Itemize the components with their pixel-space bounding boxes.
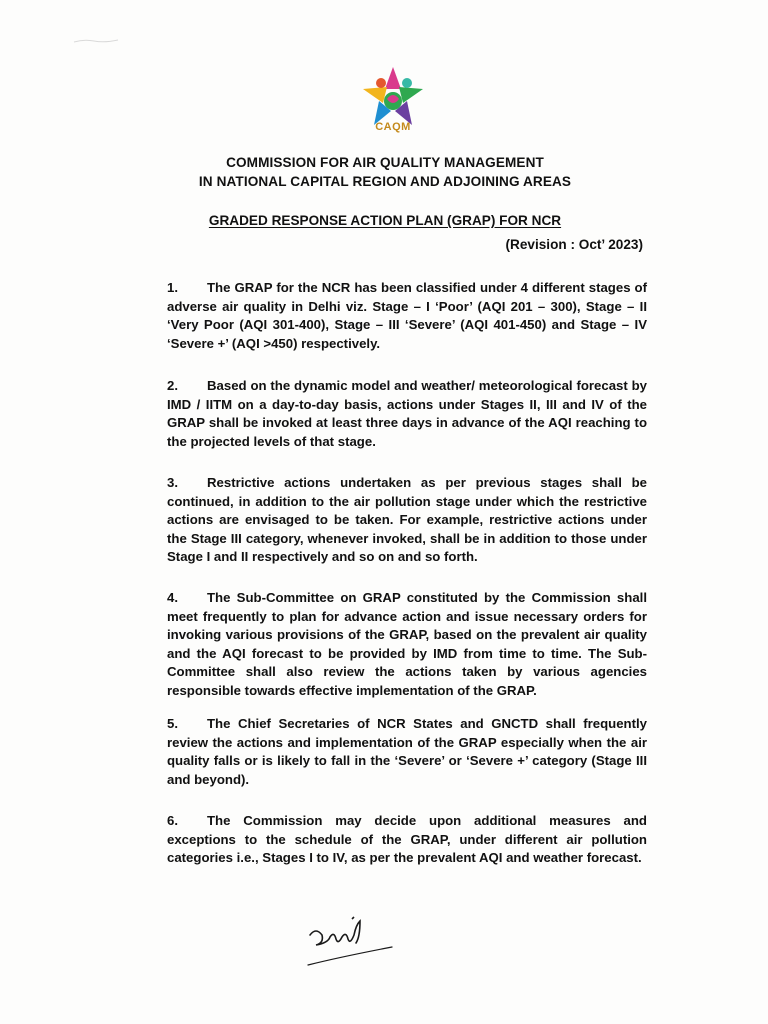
paragraph-number: 3. — [167, 475, 178, 490]
paragraph-number: 4. — [167, 590, 178, 605]
paragraph-text: Restrictive actions undertaken as per previous stages shall be continued, in addition to the air pollution stage under which the restrictive actions are envisaged to be taken. For example, restrictive actions under the Stage III category, whenever invoked, shall be in addition to those under Stage I and II respectively and so on and so forth. — [167, 475, 647, 565]
paragraph-number: 2. — [167, 378, 178, 393]
paragraph-1 — [167, 279, 647, 353]
handwritten-signature — [290, 913, 400, 983]
paragraph-3 — [167, 474, 647, 567]
organization-name-line2: IN NATIONAL CAPITAL REGION AND ADJOINING AREAS — [198, 174, 572, 189]
revision-note: (Revision : Oct’ 2023) — [505, 237, 643, 252]
logo-text: CAQM — [375, 121, 411, 133]
paragraph-5 — [167, 715, 647, 789]
paragraph-text: The GRAP for the NCR has been classified under 4 different stages of adverse air quality in Delhi viz. Stage – I ‘Poor’ (AQI 201 – 300), Stage – II ‘Very Poor (AQI 301-400), Stage – III ‘Severe’ (AQI 401-450) and Stage – IV ‘Severe +’ (AQI >450) respectively. — [167, 280, 647, 351]
document-title: GRADED RESPONSE ACTION PLAN (GRAP) FOR NCR — [208, 213, 562, 228]
scan-artifact — [72, 38, 120, 44]
paragraph-6 — [167, 812, 647, 868]
paragraph-text: The Sub-Committee on GRAP constituted by the Commission shall meet frequently to plan for advance action and issue necessary orders for invoking various provisions of the GRAP, based on the prevalent air quality and the AQI forecast to be provided by IMD from time to time. The Sub-Committee shall also review the actions taken by various agencies responsible towards effective implementation of the GRAP. — [167, 590, 647, 698]
organization-name-line1: COMMISSION FOR AIR QUALITY MANAGEMENT — [226, 155, 544, 170]
paragraph-text: Based on the dynamic model and weather/ meteorological forecast by IMD / IITM on a day-to-day basis, actions under Stages II, III and IV of the GRAP shall be invoked at least three days in advance of the AQI reaching to the projected levels of that stage. — [167, 378, 647, 449]
paragraph-2 — [167, 377, 647, 451]
paragraph-text: The Chief Secretaries of NCR States and GNCTD shall frequently review the actions and implementation of the GRAP especially when the air quality falls or is likely to fall in the ‘Severe’ or ‘Severe +’ category (Stage III and beyond). — [167, 716, 647, 787]
paragraph-number: 1. — [167, 280, 178, 295]
paragraph-text: The Commission may decide upon additional measures and exceptions to the schedule of the GRAP, under different air pollution categories i.e., Stages I to IV, as per the prevalent AQI and weather forecast. — [167, 813, 647, 866]
paragraph-number: 5. — [167, 716, 178, 731]
paragraph-number: 6. — [167, 813, 178, 828]
paragraph-4 — [167, 589, 647, 701]
